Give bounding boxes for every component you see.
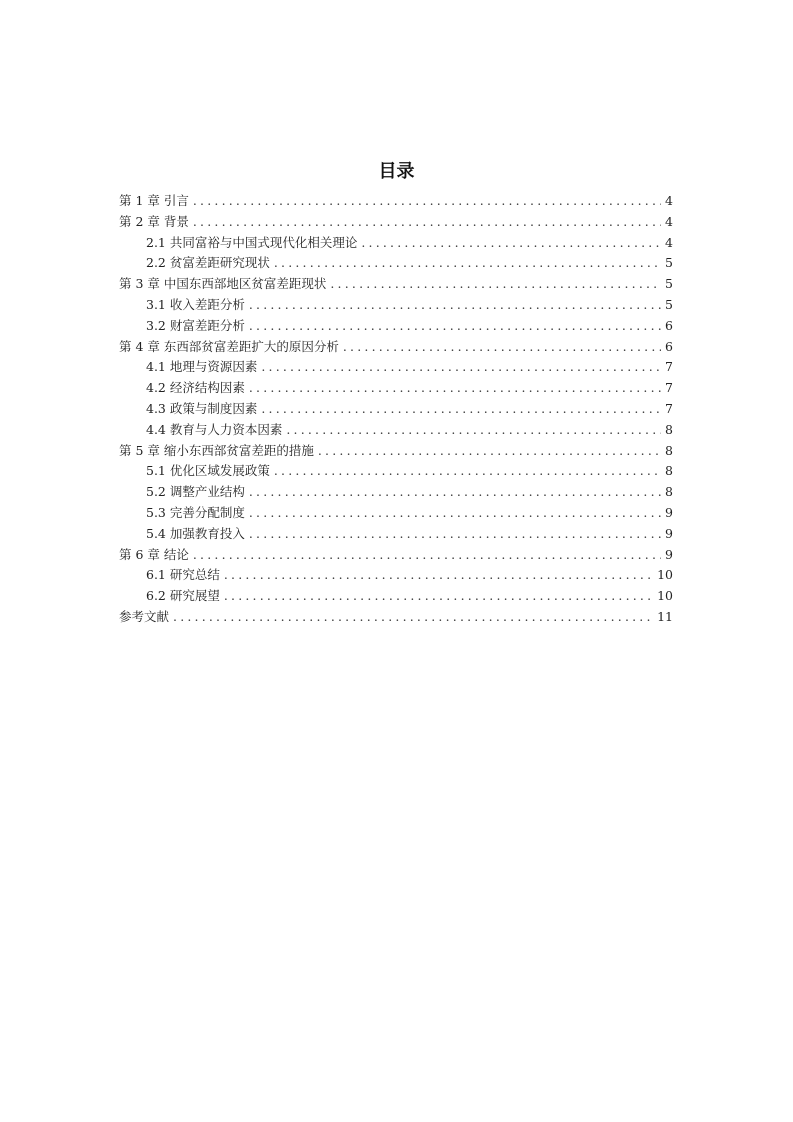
toc-page-number: 9 <box>665 525 673 541</box>
toc-entry-label: 4.3 政策与制度因素 <box>146 400 258 416</box>
toc-entry-6-2[interactable] <box>119 586 673 607</box>
dot-leader <box>274 253 661 274</box>
dot-leader <box>261 399 661 420</box>
toc-entry-ch3[interactable] <box>119 274 673 295</box>
toc-entry-4-2[interactable] <box>119 378 673 399</box>
toc-entry-label: 4.2 经济结构因素 <box>146 380 245 396</box>
toc-page-number: 10 <box>657 567 673 583</box>
toc-entry-3-2[interactable] <box>119 316 673 337</box>
toc-page-number: 4 <box>665 213 673 229</box>
dot-leader <box>361 233 661 254</box>
toc-entry-5-1[interactable] <box>119 461 673 482</box>
toc-entry-label: 第 1 章 引言 <box>119 193 189 208</box>
dot-leader <box>318 441 661 462</box>
toc-entry-label: 4.1 地理与资源因素 <box>146 359 258 375</box>
dot-leader <box>249 378 661 399</box>
toc-entry-references[interactable] <box>119 607 673 628</box>
toc-page-number: 11 <box>657 608 673 624</box>
toc-entry-label: 第 4 章 东西部贫富差距扩大的原因分析 <box>119 338 339 354</box>
toc-entry-label: 5.3 完善分配制度 <box>146 504 245 520</box>
toc-page-number: 8 <box>665 442 673 458</box>
dot-leader <box>193 191 661 212</box>
toc-entry-ch5[interactable] <box>119 441 673 462</box>
dot-leader <box>330 274 661 295</box>
toc-entry-label: 5.1 优化区域发展政策 <box>146 463 270 479</box>
toc-entry-label: 3.1 收入差距分析 <box>146 296 245 312</box>
dot-leader <box>249 295 661 316</box>
toc-entry-label: 2.1 共同富裕与中国式现代化相关理论 <box>146 234 358 250</box>
toc-entry-label: 第 3 章 中国东西部地区贫富差距现状 <box>119 276 327 292</box>
toc-entry-4-1[interactable] <box>119 357 673 378</box>
toc-title: 目录 <box>378 161 415 182</box>
dot-leader <box>193 212 661 233</box>
dot-leader <box>261 357 661 378</box>
toc-page-number: 7 <box>665 380 673 396</box>
toc-page-number: 7 <box>665 359 673 375</box>
dot-leader <box>193 545 661 566</box>
toc-page-number: 6 <box>665 317 673 333</box>
toc-entry-5-4[interactable] <box>119 524 673 545</box>
toc-entry-label: 6.1 研究总结 <box>146 567 220 583</box>
toc-entry-label: 第 6 章 结论 <box>119 546 189 562</box>
toc-entry-ch4[interactable] <box>119 337 673 358</box>
table-of-contents <box>119 191 673 628</box>
toc-entry-label: 参考文献 <box>119 608 170 624</box>
dot-leader <box>249 503 661 524</box>
toc-entry-ch6[interactable] <box>119 545 673 566</box>
dot-leader <box>286 420 661 441</box>
toc-page-number: 8 <box>665 463 673 479</box>
toc-page-number: 10 <box>657 588 673 604</box>
toc-entry-label: 2.2 贫富差距研究现状 <box>146 255 270 271</box>
toc-entry-3-1[interactable] <box>119 295 673 316</box>
toc-page-number: 5 <box>665 276 673 292</box>
dot-leader <box>224 586 653 607</box>
toc-entry-label: 6.2 研究展望 <box>146 588 220 604</box>
toc-entry-label: 第 2 章 背景 <box>119 213 189 229</box>
dot-leader <box>249 524 661 545</box>
toc-entry-2-2[interactable] <box>119 253 673 274</box>
toc-page-number: 9 <box>665 546 673 562</box>
toc-entry-5-2[interactable] <box>119 482 673 503</box>
toc-entry-4-3[interactable] <box>119 399 673 420</box>
toc-page-number: 8 <box>665 421 673 437</box>
toc-entry-ch1[interactable] <box>119 191 673 212</box>
toc-entry-label: 5.4 加强教育投入 <box>146 525 245 541</box>
toc-page-number: 8 <box>665 484 673 500</box>
toc-page-number: 7 <box>665 400 673 416</box>
toc-entry-label: 5.2 调整产业结构 <box>146 484 245 500</box>
dot-leader <box>173 607 653 628</box>
toc-entry-label: 3.2 财富差距分析 <box>146 317 245 333</box>
toc-entry-2-1[interactable] <box>119 233 673 254</box>
dot-leader <box>274 461 661 482</box>
toc-entry-6-1[interactable] <box>119 565 673 586</box>
toc-entry-label: 4.4 教育与人力资本因素 <box>146 421 283 437</box>
toc-page-number: 6 <box>665 338 673 354</box>
toc-entry-5-3[interactable] <box>119 503 673 524</box>
dot-leader <box>249 482 661 503</box>
toc-entry-4-4[interactable] <box>119 420 673 441</box>
toc-page-number: 5 <box>665 255 673 271</box>
toc-page-number: 4 <box>665 193 673 208</box>
toc-page-number: 9 <box>665 504 673 520</box>
dot-leader <box>343 337 661 358</box>
toc-entry-label: 第 5 章 缩小东西部贫富差距的措施 <box>119 442 314 458</box>
toc-entry-ch2[interactable] <box>119 212 673 233</box>
dot-leader <box>224 565 653 586</box>
toc-page-number: 4 <box>665 234 673 250</box>
dot-leader <box>249 316 661 337</box>
toc-page-number: 5 <box>665 296 673 312</box>
